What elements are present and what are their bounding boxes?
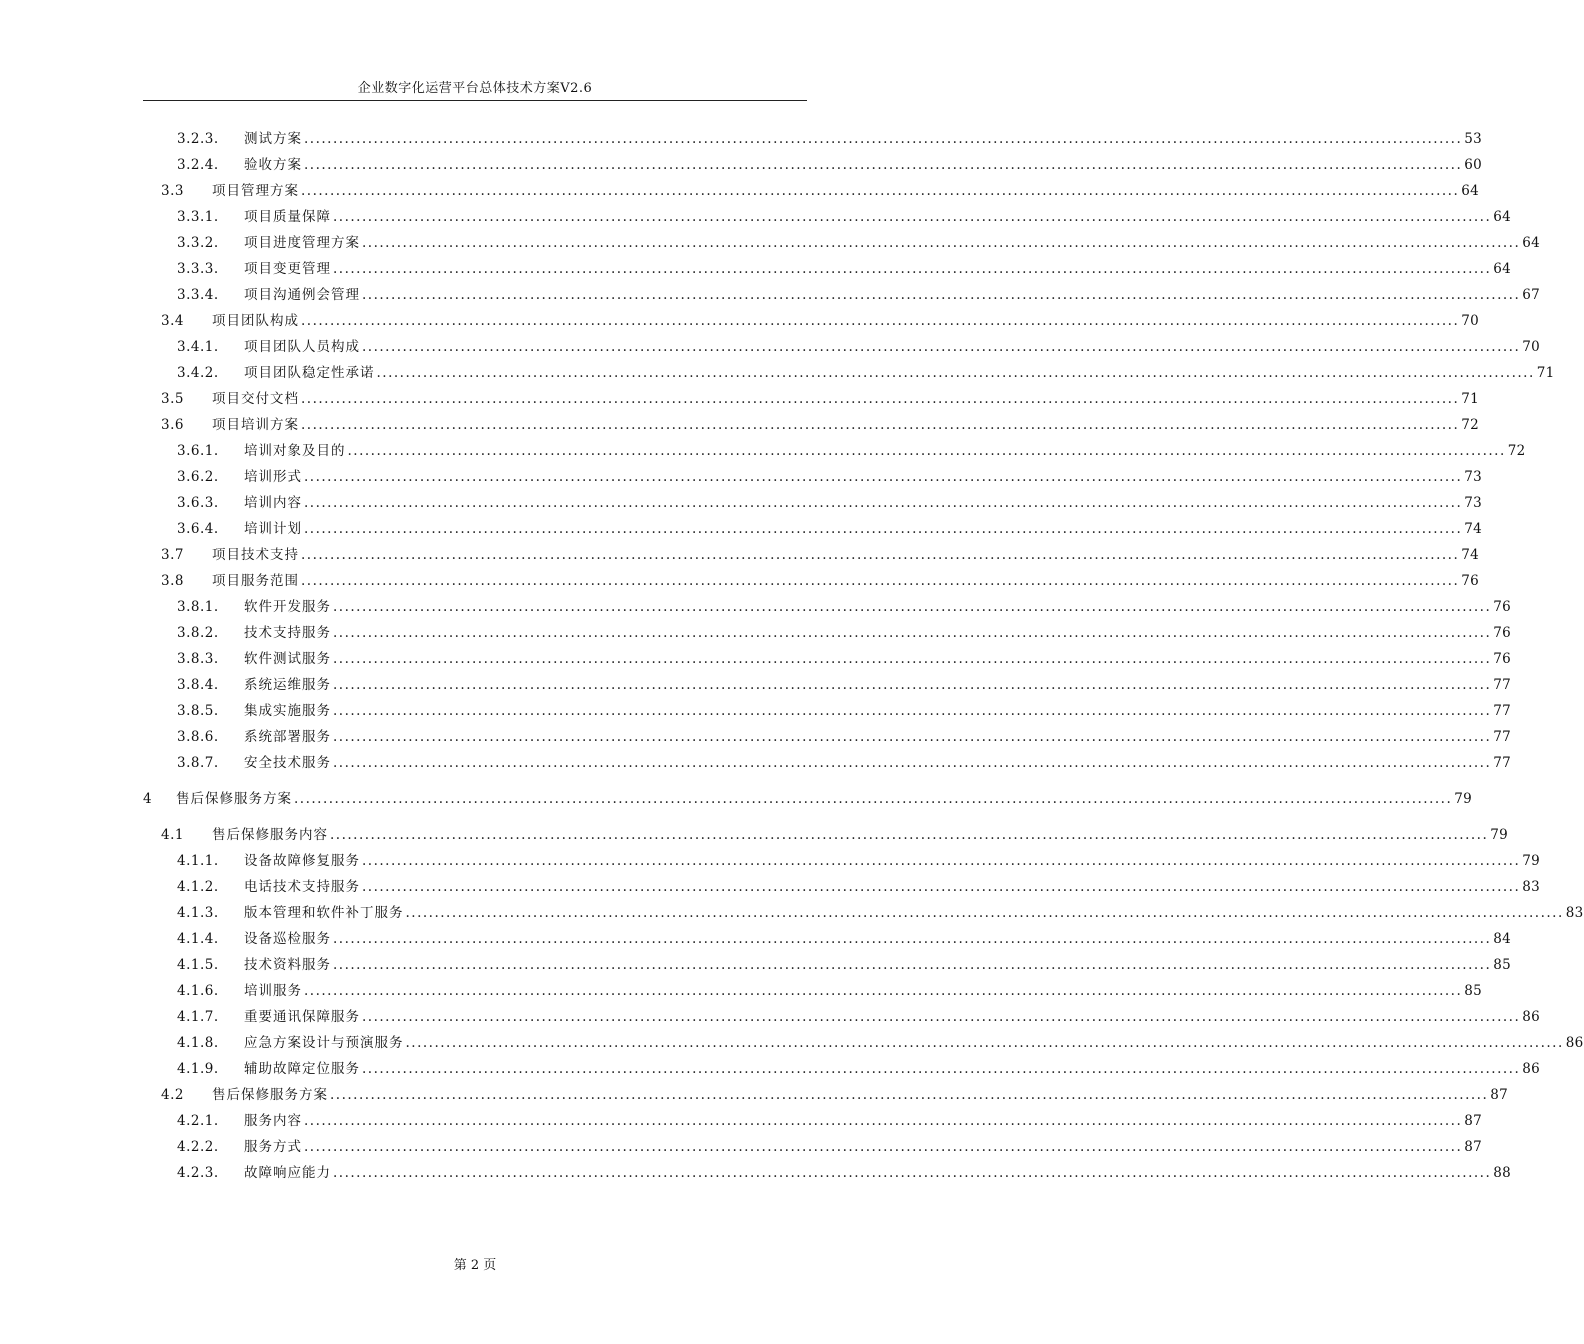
toc-entry-page: 70 [1461, 313, 1480, 329]
toc-entry-page: 64 [1522, 235, 1541, 251]
toc-entry-page: 86 [1522, 1061, 1541, 1077]
toc-entry[interactable] [0, 850, 1541, 872]
toc-leader-dots: ........................................................................................................................................................................................................ [330, 827, 1489, 843]
toc-leader-dots: ........................................................................................................................................................................................................ [304, 495, 1463, 511]
toc-entry-number: 3.8 [161, 573, 184, 589]
toc-entry-page: 73 [1464, 469, 1483, 485]
toc-entry[interactable] [0, 232, 1541, 254]
toc-entry-page: 76 [1493, 651, 1512, 667]
toc-entry-page: 87 [1464, 1113, 1483, 1129]
toc-entry-page: 85 [1464, 983, 1483, 999]
toc-entry[interactable] [0, 544, 1480, 566]
toc-entry[interactable] [0, 154, 1483, 176]
toc-entry-title: 项目交付文档 [212, 391, 299, 407]
toc-entry-number: 3.7 [161, 547, 184, 563]
toc-entry-title: 培训形式 [244, 469, 302, 485]
page-number: 第 2 页 [453, 1258, 497, 1273]
toc-entry-page: 77 [1493, 729, 1512, 745]
toc-leader-dots: ........................................................................................................................................................................................................ [301, 391, 1460, 407]
toc-entry-page: 71 [1461, 391, 1480, 407]
toc-entry-number: 3.3.2. [177, 235, 219, 251]
toc-entry-title: 软件开发服务 [244, 599, 331, 615]
toc-entry-title: 重要通讯保障服务 [244, 1009, 360, 1025]
toc-leader-dots: ........................................................................................................................................................................................................ [333, 931, 1492, 947]
toc-leader-dots: ........................................................................................................................................................................................................ [362, 1009, 1521, 1025]
toc-leader-dots: ........................................................................................................................................................................................................ [362, 1061, 1521, 1077]
toc-entry-page: 84 [1493, 931, 1512, 947]
toc-entry-title: 系统部署服务 [244, 729, 331, 745]
toc-entry-page: 85 [1493, 957, 1512, 973]
toc-leader-dots: ........................................................................................................................................................................................................ [376, 365, 1535, 381]
toc-entry[interactable] [0, 206, 1512, 228]
toc-entry[interactable] [0, 980, 1483, 1002]
toc-leader-dots: ........................................................................................................................................................................................................ [405, 905, 1564, 921]
toc-entry-number: 3.2.4. [177, 157, 219, 173]
toc-entry-number: 4.2.2. [177, 1139, 219, 1155]
toc-entry[interactable] [0, 674, 1512, 696]
toc-entry-page: 86 [1522, 1009, 1541, 1025]
toc-entry[interactable] [0, 180, 1480, 202]
toc-entry-title: 项目团队稳定性承诺 [244, 365, 375, 381]
toc-entry[interactable] [0, 648, 1512, 670]
toc-leader-dots: ........................................................................................................................................................................................................ [333, 599, 1492, 615]
toc-entry-title: 技术资料服务 [244, 957, 331, 973]
toc-entry[interactable] [0, 492, 1483, 514]
toc-leader-dots: ........................................................................................................................................................................................................ [330, 1087, 1489, 1103]
toc-entry[interactable] [0, 518, 1483, 540]
toc-entry[interactable] [0, 1084, 1509, 1106]
toc-entry-number: 4.1.7. [177, 1009, 219, 1025]
toc-entry-number: 3.4 [161, 313, 184, 329]
toc-entry-number: 3.8.6. [177, 729, 219, 745]
toc-entry-number: 3.6.3. [177, 495, 219, 511]
toc-leader-dots: ........................................................................................................................................................................................................ [333, 729, 1492, 745]
toc-entry[interactable] [0, 876, 1541, 898]
toc-entry-title: 项目团队构成 [212, 313, 299, 329]
toc-entry-page: 87 [1490, 1087, 1509, 1103]
toc-entry[interactable] [0, 128, 1483, 150]
toc-entry-page: 86 [1565, 1035, 1584, 1051]
toc-entry[interactable] [0, 1136, 1483, 1158]
toc-entry-number: 4.1.3. [177, 905, 219, 921]
toc-leader-dots: ........................................................................................................................................................................................................ [333, 209, 1492, 225]
toc-entry[interactable] [0, 1006, 1541, 1028]
toc-leader-dots: ........................................................................................................................................................................................................ [301, 313, 1460, 329]
toc-entry-page: 79 [1454, 791, 1473, 807]
toc-entry[interactable] [0, 362, 1555, 384]
toc-entry-title: 设备巡检服务 [244, 931, 331, 947]
toc-entry-page: 72 [1507, 443, 1526, 459]
toc-entry-number: 4.1 [161, 827, 184, 843]
toc-entry-number: 4.1.6. [177, 983, 219, 999]
toc-entry-page: 73 [1464, 495, 1483, 511]
toc-entry-page: 64 [1461, 183, 1480, 199]
toc-entry-title: 集成实施服务 [244, 703, 331, 719]
toc-entry-page: 76 [1461, 573, 1480, 589]
toc-leader-dots: ........................................................................................................................................................................................................ [301, 573, 1460, 589]
toc-entry-number: 3.4.2. [177, 365, 219, 381]
toc-entry-number: 4 [143, 791, 153, 807]
toc-entry-title: 电话技术支持服务 [244, 879, 360, 895]
toc-entry-page: 53 [1464, 131, 1483, 147]
toc-entry[interactable] [0, 1110, 1483, 1132]
toc-entry-number: 3.5 [161, 391, 184, 407]
toc-entry-page: 64 [1493, 209, 1512, 225]
toc-entry-number: 4.1.2. [177, 879, 219, 895]
toc-entry-number: 4.1.5. [177, 957, 219, 973]
toc-entry-title: 培训服务 [244, 983, 302, 999]
toc-entry-title: 版本管理和软件补丁服务 [244, 905, 404, 921]
toc-entry-page: 72 [1461, 417, 1480, 433]
toc-entry[interactable] [0, 336, 1541, 358]
toc-entry[interactable] [0, 284, 1541, 306]
toc-entry-number: 4.2.1. [177, 1113, 219, 1129]
toc-entry-number: 3.8.3. [177, 651, 219, 667]
toc-leader-dots: ........................................................................................................................................................................................................ [304, 1113, 1463, 1129]
toc-leader-dots: ........................................................................................................................................................................................................ [362, 879, 1521, 895]
toc-leader-dots: ........................................................................................................................................................................................................ [304, 521, 1463, 537]
toc-entry-title: 设备故障修复服务 [244, 853, 360, 869]
toc-leader-dots: ........................................................................................................................................................................................................ [304, 157, 1463, 173]
toc-leader-dots: ........................................................................................................................................................................................................ [304, 469, 1463, 485]
toc-leader-dots: ........................................................................................................................................................................................................ [301, 183, 1460, 199]
toc-leader-dots: ........................................................................................................................................................................................................ [362, 235, 1521, 251]
toc-leader-dots: ........................................................................................................................................................................................................ [333, 651, 1492, 667]
toc-entry-title: 服务方式 [244, 1139, 302, 1155]
toc-entry-title: 安全技术服务 [244, 755, 331, 771]
toc-entry-page: 60 [1464, 157, 1483, 173]
toc-entry-number: 3.8.7. [177, 755, 219, 771]
toc-entry-number: 3.3.3. [177, 261, 219, 277]
toc-entry[interactable] [0, 258, 1512, 280]
document-title: 企业数字化运营平台总体技术方案V2.6 [357, 81, 593, 96]
toc-entry-title: 辅助故障定位服务 [244, 1061, 360, 1077]
toc-entry-number: 3.3.1. [177, 209, 219, 225]
toc-entry[interactable] [0, 788, 1473, 810]
toc-entry-page: 77 [1493, 703, 1512, 719]
toc-entry-number: 4.1.8. [177, 1035, 219, 1051]
toc-entry[interactable] [0, 466, 1483, 488]
toc-entry-title: 项目进度管理方案 [244, 235, 360, 251]
toc-entry-number: 3.8.1. [177, 599, 219, 615]
toc-leader-dots: ........................................................................................................................................................................................................ [333, 1165, 1492, 1181]
toc-entry-number: 3.2.3. [177, 131, 219, 147]
toc-entry[interactable] [0, 440, 1526, 462]
toc-leader-dots: ........................................................................................................................................................................................................ [304, 131, 1463, 147]
toc-entry-title: 培训内容 [244, 495, 302, 511]
toc-leader-dots: ........................................................................................................................................................................................................ [347, 443, 1506, 459]
toc-entry[interactable] [0, 752, 1512, 774]
toc-entry-title: 项目变更管理 [244, 261, 331, 277]
toc-entry[interactable] [0, 570, 1480, 592]
toc-entry-page: 67 [1522, 287, 1541, 303]
toc-entry[interactable] [0, 414, 1480, 436]
toc-entry-page: 76 [1493, 599, 1512, 615]
toc-entry-number: 3.3 [161, 183, 184, 199]
toc-entry-page: 64 [1493, 261, 1512, 277]
toc-entry-page: 71 [1536, 365, 1555, 381]
toc-entry-title: 项目技术支持 [212, 547, 299, 563]
toc-entry-number: 3.4.1. [177, 339, 219, 355]
toc-entry[interactable] [0, 1162, 1512, 1184]
toc-entry-title: 软件测试服务 [244, 651, 331, 667]
toc-entry-number: 4.1.1. [177, 853, 219, 869]
toc-entry-title: 售后保修服务内容 [212, 827, 328, 843]
toc-leader-dots: ........................................................................................................................................................................................................ [294, 791, 1453, 807]
toc-entry-title: 项目质量保障 [244, 209, 331, 225]
toc-entry-number: 3.6.2. [177, 469, 219, 485]
toc-entry-title: 项目管理方案 [212, 183, 299, 199]
toc-entry-page: 79 [1490, 827, 1509, 843]
page-footer [0, 1254, 950, 1273]
toc-leader-dots: ........................................................................................................................................................................................................ [333, 957, 1492, 973]
toc-leader-dots: ........................................................................................................................................................................................................ [304, 983, 1463, 999]
toc-entry-title: 测试方案 [244, 131, 302, 147]
toc-entry[interactable] [0, 622, 1512, 644]
toc-entry-number: 3.6.1. [177, 443, 219, 459]
toc-entry-page: 83 [1565, 905, 1584, 921]
toc-entry-title: 故障响应能力 [244, 1165, 331, 1181]
toc-entry-title: 培训计划 [244, 521, 302, 537]
toc-leader-dots: ........................................................................................................................................................................................................ [333, 261, 1492, 277]
toc-entry-page: 83 [1522, 879, 1541, 895]
toc-leader-dots: ........................................................................................................................................................................................................ [333, 677, 1492, 693]
toc-entry[interactable] [0, 1032, 1584, 1054]
toc-entry-title: 项目沟通例会管理 [244, 287, 360, 303]
toc-leader-dots: ........................................................................................................................................................................................................ [362, 853, 1521, 869]
toc-entry-title: 项目服务范围 [212, 573, 299, 589]
toc-entry-page: 76 [1493, 625, 1512, 641]
toc-entry[interactable] [0, 596, 1512, 618]
toc-entry-page: 70 [1522, 339, 1541, 355]
toc-entry-title: 系统运维服务 [244, 677, 331, 693]
toc-entry-page: 79 [1522, 853, 1541, 869]
toc-entry-title: 服务内容 [244, 1113, 302, 1129]
toc-entry[interactable] [0, 928, 1512, 950]
toc-entry-title: 验收方案 [244, 157, 302, 173]
toc-entry[interactable] [0, 902, 1584, 924]
toc-entry-title: 售后保修服务方案 [176, 791, 292, 807]
toc-entry-page: 74 [1464, 521, 1483, 537]
toc-entry-page: 88 [1493, 1165, 1512, 1181]
toc-entry-page: 77 [1493, 755, 1512, 771]
toc-entry[interactable] [0, 726, 1512, 748]
toc-entry[interactable] [0, 700, 1512, 722]
toc-entry-number: 4.2.3. [177, 1165, 219, 1181]
toc-entry-number: 3.6 [161, 417, 184, 433]
toc-entry-title: 项目培训方案 [212, 417, 299, 433]
toc-entry-page: 77 [1493, 677, 1512, 693]
toc-leader-dots: ........................................................................................................................................................................................................ [333, 625, 1492, 641]
toc-entry-title: 售后保修服务方案 [212, 1087, 328, 1103]
toc-entry-title: 应急方案设计与预演服务 [244, 1035, 404, 1051]
toc-entry-number: 3.3.4. [177, 287, 219, 303]
toc-entry-page: 87 [1464, 1139, 1483, 1155]
toc-leader-dots: ........................................................................................................................................................................................................ [333, 703, 1492, 719]
toc-entry-title: 培训对象及目的 [244, 443, 346, 459]
toc-entry-number: 3.8.4. [177, 677, 219, 693]
toc-entry-number: 4.2 [161, 1087, 184, 1103]
toc-entry[interactable] [0, 954, 1512, 976]
toc-entry[interactable] [0, 310, 1480, 332]
toc-leader-dots: ........................................................................................................................................................................................................ [301, 547, 1460, 563]
toc-entry-number: 4.1.9. [177, 1061, 219, 1077]
toc-leader-dots: ........................................................................................................................................................................................................ [333, 755, 1492, 771]
toc-entry[interactable] [0, 388, 1480, 410]
toc-leader-dots: ........................................................................................................................................................................................................ [301, 417, 1460, 433]
toc-entry-title: 技术支持服务 [244, 625, 331, 641]
toc-entry[interactable] [0, 824, 1509, 846]
toc-leader-dots: ........................................................................................................................................................................................................ [405, 1035, 1564, 1051]
toc-entry[interactable] [0, 1058, 1541, 1080]
toc-entry-page: 74 [1461, 547, 1480, 563]
toc-leader-dots: ........................................................................................................................................................................................................ [304, 1139, 1463, 1155]
toc-leader-dots: ........................................................................................................................................................................................................ [362, 287, 1521, 303]
toc-entry-number: 3.8.5. [177, 703, 219, 719]
toc-entry-number: 3.8.2. [177, 625, 219, 641]
toc-entry-number: 3.6.4. [177, 521, 219, 537]
toc-entry-title: 项目团队人员构成 [244, 339, 360, 355]
toc-entry-number: 4.1.4. [177, 931, 219, 947]
toc-leader-dots: ........................................................................................................................................................................................................ [362, 339, 1521, 355]
